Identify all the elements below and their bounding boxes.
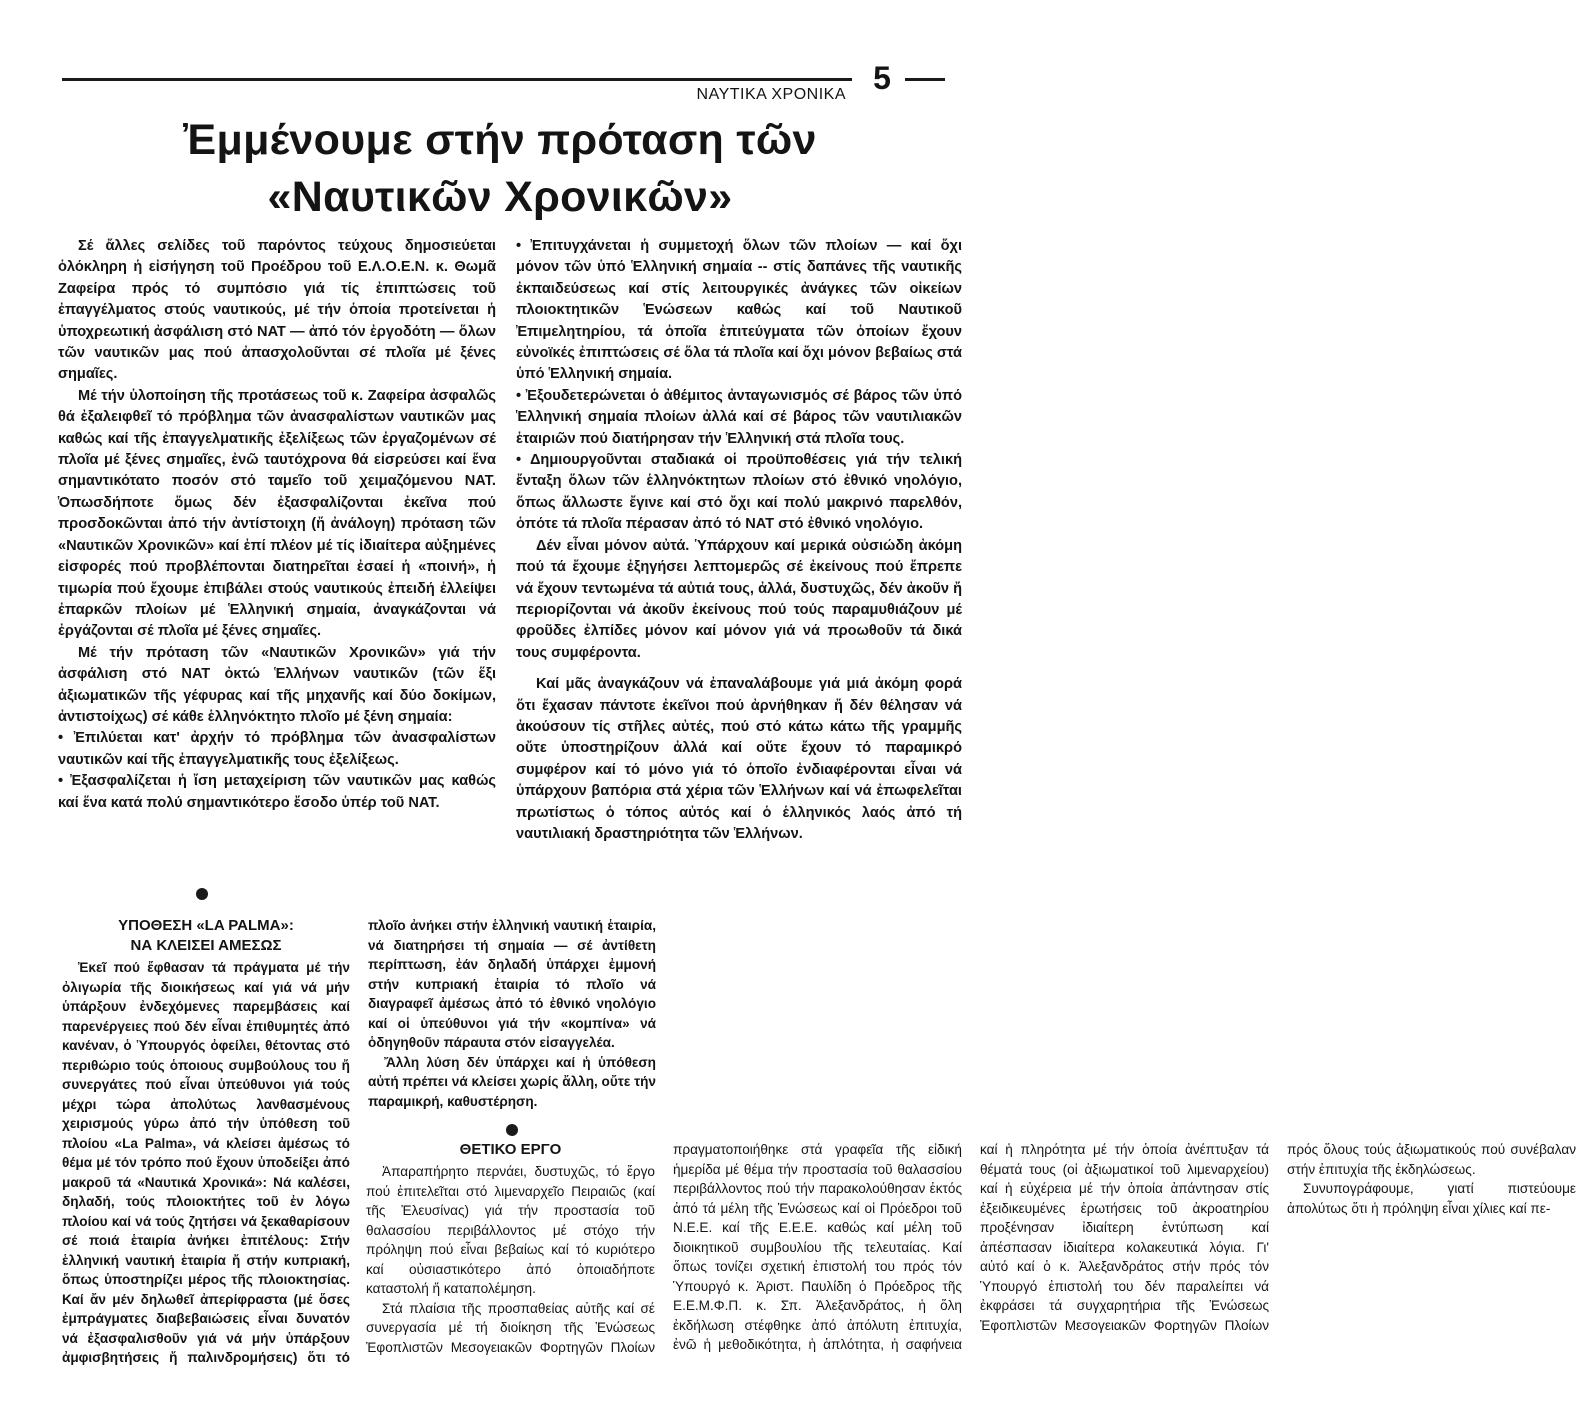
page-number: 5 [873,60,891,96]
la-palma-closing: Ἄλλη λύση δέν ὑπάρχει καί ἡ ὑπόθεση αὐτή πρέπει νά κλείσει χωρίς ἄλλη, οὔτε τήν παραμικρή, καθυστέρηση. [368,1054,656,1109]
lead-bullet: • Ἐπιτυγχάνεται ἡ συμμετοχή ὅλων τῶν πλοίων — καί ὄχι μόνον τῶν ὑπό Ἑλληνική σημαία -- στίς δαπάνες τῆς ναυτικῆς ἐκπαιδεύσεως καί στίς λειτουργικές ἀνάγκες τῶν οἰκείων πλοιοκτητικῶν Ἑνώσεων καθώς καί τοῦ Ναυτικοῦ Ἐπιμελητηρίου, τά ὁποῖα ἐπιτεύγματα τῶν ὁποίων ἔχουν εὐνοϊκές ἐπιπτώσεις σέ ὅλα τά πλοῖα καί ὄχι μόνον βεβαίως στά ὑπό Ἑλληνική σημαία. [516,238,962,383]
lead-paragraph: Μέ τήν ὑλοποίηση τῆς προτάσεως τοῦ κ. Ζαφείρα ἀσφαλῶς θά ἐξαλειφθεῖ τό πρόβλημα τῶν ἀνασφαλίστων ναυτικῶν μας καθώς καί τῆς ἐπαγγελματικῆς ἐξελίξεως τῶν ἐργαζομένων σέ πλοῖα μέ ξένες σημαῖες, ἐνῶ ταυτόχρονα θά εἰσρεύσει καί ἕνα σημαντικότατο ποσόν στό ταμεῖο τοῦ χειμαζόμενου ΝΑΤ. Ὁπωσδήποτε ὅμως δέν ἐξασφαλίζονται ἐκεῖνα πού προσδοκῶνται ἀπό τήν ἀντίστοιχη (ἤ ἀνάλογη) πρόταση τῶν «Ναυτικῶν Χρονικῶν» καί ἐπί πλέον μέ τίς ἰδιαίτερα αὐξημένες εἰσφορές πού προβλέπονται διατηρεῖται ἐσαεί ἡ «ποινή», ἡ τιμωρία πού ἔχουμε ἐπιβάλει στούς ναυτικούς ἐπειδή ἐλλείψει ἐπαρκῶν πλοίων μέ Ἑλληνική σημαία, ἀναγκάζονται νά ἐργάζονται σέ πλοῖα μέ ξένες σημαῖες. [58,387,496,640]
lead-paragraph: Καί μᾶς ἀναγκάζουν νά ἐπαναλάβουμε γιά μιά ἀκόμη φορά ὅτι ἔχασαν πάντοτε ἐκεῖνοι πού ἀρνήθηκαν ἤ δέν θέλησαν νά ἀκούσουν τίς στῆλες αὐτές, πού στό κάτω κάτω τῆς γραμμῆς οὔτε ὑποστηρίζουν ἀλλά καί οὔτε ἔχουν τό παραμικρό συμφέρον καί τό μόνο γιά τό ὁποῖο ἐνδιαφέρονται εἶναι νά ὑπάρχουν βαπόρια στά χέρια τῶν Ἑλλήνων καί νά ἐπωφελεῖται πρωτίστως ὁ τόπος αὐτός καί ὁ ἑλληνικός λαός ἀπό τή ναυτιλιακή δραστηριότητα τῶν Ἑλλήνων. [516,676,962,842]
thetiko-paragraph: Στά πλαίσια τῆς προσπαθείας αὐτῆς καί σέ συνεργασία μέ τή διοίκηση τῆς Ἑνώσεως Ἐφοπλιστῶν Μεσογειακῶν Φορτηγῶν Πλοίων πραγματοποιήθηκε στά γραφεῖα τῆς εἰδική ἡμερίδα μέ θέμα τήν προστασία τοῦ θαλασσίου περιβάλλοντος πού τήν παρακολούθησαν ἐκτός ἀπό τά μέλη τῆς Ἑνώσεως καί οἱ Πρόεδροι τοῦ Ν.Ε.Ε. καί τῆς Ε.Ε.Ε. καθώς καί μέλη τοῦ διοικητικοῦ συμβουλίου τῆς τελευταίας. Καί ὅπως τονίζει σχετική ἐπιστολή του πρός τόν Ὑπουργό κ. Ἀριστ. Παυλίδη ὁ Πρόεδρος τῆς Ε.Ε.Μ.Φ.Π. κ. Σπ. Ἀλεξανδράτος, ἡ ὅλη ἐκδήλωση στέφθηκε ἀπό ἀπόλυτη ἐπιτυχία, ἐνῶ ἡ μεθοδικότητα, ἡ ἁπλότητα, ἡ σαφήνεια καί ἡ πληρότητα μέ τήν ὁποία ἀνέπτυξαν τά θέματά τους (οἱ ἀξιωματικοί τοῦ λιμεναρχείου) καί ἡ εὐχέρεια μέ τήν ὁποία ἀπάντησαν στίς ἐξειδικευμένες ἐρωτήσεις τοῦ ἀκροατηρίου προξένησαν ἰδιαίτερη ἐντύπωση καί ἀπέσπασαν ἰδιαίτερα κολακευτικά λόγια. Γι' αὐτό καί ὁ κ. Ἀλεξανδράτος στήν πρός τόν Ὑπουργό ἐπιστολή του δέν παραλείπει νά ἐκφράσει τά συγχαρητήρια τῆς Ἑνώσεως Ἐφοπλιστῶν Μεσογειακῶν Φορτηγῶν Πλοίων πρός ὅλους τούς ἀξιωματικούς πού συνέβαλαν στήν ἐπιτυχία τῆς ἐκδηλώσεως. [366,1142,1576,1355]
thetiko-paragraph: Συνυπογράφουμε, γιατί πιστεύουμε ἀπολύτως ὅτι ἡ πρόληψη εἶναι χίλιες καί πε- [1287,1181,1576,1216]
lead-bullet: • Ἐξασφαλίζεται ἡ ἴση μεταχείριση τῶν ναυτικῶν μας καθώς καί ἕνα κατά πολύ σημαντικότερο ἔσοδο ὑπέρ τοῦ ΝΑΤ. [58,773,496,811]
headline-line-1: Ἐμμένουμε στήν πρόταση τῶν [183,116,817,164]
header-rule-left [62,78,852,81]
lead-bullet: • Ἐπιλύεται κατ' ἀρχήν τό πρόβλημα τῶν ἀνασφαλίστων ναυτικῶν καί τῆς ἐπαγγελματικῆς τους ἐξελίξεως. [58,730,496,768]
lead-paragraph: Δέν εἶναι μόνον αὐτά. Ὑπάρχουν καί μερικά οὐσιώδη ἀκόμη πού τά ἔχουμε ἐξηγήσει λεπτομερῶς σέ ἐκείνους πού ἔπρεπε νά ἔχουν τεντωμένα τά αὐτιά τους, ἀλλά, δυστυχῶς, δέν ἀκοῦν ἤ περιορίζονται νά ἀκοῦν ἐκείνους πού τούς παραμυθιάζουν μέ φροῦδες ἐλπίδες μόνον καί μόνον γιά νά προωθοῦν τά δικά τους συμφέροντα. [516,537,962,661]
headline [60,112,940,226]
thetiko-heading: ΘΕΤΙΚΟ ΕΡΓΟ [459,1141,562,1158]
la-palma-paragraph: Ἐκεῖ πού ἔφθασαν τά πράγματα μέ τήν ὀλιγωρία τῆς διοικήσεως καί γιά νά μήν ὑπάρξουν ἐνδεχόμενες παρεμβάσεις καί παρενέργειες πού δέν εἶναι ἐπιθυμητές ἀπό κανέναν, ὁ Ὑπουργός ὀφείλει, θέτοντας στό περιθώριο τούς ὁποιους συμβούλους του ἤ συνεργάτες πού εἶναι ὑπεύθυνοι γιά τούς μέχρι τώρα ἀπολύτως λανθασμένους χειρισμούς γύρω ἀπό τήν ὑπόθεση τοῦ πλοίου «La Palma», νά κλείσει ἀμέσως τό θέμα μέ τόν τρόπο πού ἔχουν ὑποδείξει ἀπό μακροῦ τά «Ναυτικά Χρονικά»: Νά καλέσει, δηλαδή, τούς πλοιοκτήτες τοῦ ἐν λόγω πλοίου καί νά τούς ζητήσει νά ξεκαθαρίσουν σέ ποιά ἑταιρία ἀνήκει ἐπιτέλους: Στήν ἑλληνική ναυτική ἑταιρία ἤ στήν κυπριακή, ὅπως ὑποστηρίζει μέρος τῆς πλοιοκτησίας. Καί ἄν μέν δηλωθεῖ ἀπερίφραστα (μέ ὅσες ἐμπράγματες διαβεβαιώσεις εἶναι δυνατόν νά ἐξασφαλισθοῦν γιά νά μήν ὑπάρξουν ἀμφισβητήσεις ἤ παλινδρομήσεις) ὅτι τό πλοῖο ἀνήκει στήν ἑλληνική ναυτική ἑταιρία, νά διατηρήσει τή σημαία — σέ ἀντίθετη περίπτωση, ἐάν δηλαδή ὑπάρχει ἐμμονή στήν κυπριακή ἑταιρία τό πλοῖο νά διαγραφεῖ ἀμέσως ἀπό τό ἐθνικό νηολόγιο καί οἱ ὑπεύθυνοι γιά τήν «κομπίνα» νά ὁδηγηθοῦν πάραυτα στόν εἰσαγγελέα. [62,918,656,1365]
lead-column-left [58,236,496,814]
la-palma-heading [62,916,350,956]
la-palma-heading-line2: ΝΑ ΚΛΕΙΣΕΙ ΑΜΕΣΩΣ [130,937,282,954]
lead-column-right [516,236,962,845]
header-rule-right [905,78,945,81]
masthead: ΝΑΥΤΙΚΑ ΧΡΟΝΙΚΑ [696,86,846,103]
lead-bullet: • Ἐξουδετερώνεται ὁ ἀθέμιτος ἀνταγωνισμός σέ βάρος τῶν ὑπό Ἑλληνική σημαία πλοίων ἀλλά καί σέ βάρος τῶν ναυτιλιακῶν ἑταιριῶν πού διατήρησαν τήν Ἑλληνική στά πλοῖα τους. [516,387,962,447]
lead-paragraph: Σέ ἄλλες σελίδες τοῦ παρόντος τεύχους δημοσιεύεται ὁλόκληρη ἡ εἰσήγηση τοῦ Προέδρου τοῦ Ε.Λ.Ο.Ε.Ν. κ. Θωμᾶ Ζαφείρα πρός τό συμπόσιο γιά τίς ἐπιπτώσεις τοῦ ἐπαγγέλματος στούς ναυτικούς, μέ τήν ὁποία προτείνεται ἡ ὑποχρεωτική ἀσφάλιση στό ΝΑΤ — ἀπό τόν ἐργοδότη — ὅλων τῶν ναυτικῶν μας πού ἀπασχολοῦνται σέ πλοῖα μέ ξένες σημαῖες. [58,238,496,383]
thetiko-paragraph: Ἀπαραπήρητο περνάει, δυστυχῶς, τό ἔργο πού ἐπιτελεῖται στό λιμεναρχεῖο Πειραιῶς (καί τῆς Ἐλευσίνας) γιά τήν προστασία τοῦ θαλασσίου περιβάλλοντος μέ στόχο τήν πρόληψη πού εἶναι βεβαίως καί τό κυριότερο καί οὐσιαστικότερο ἀπό ὁποιαδήποτε καταστολή ἤ καταπολέμηση. [366,1164,655,1296]
la-palma-heading-line1: ΥΠΟΘΕΣΗ «LA PALMA»: [118,917,294,934]
lead-bullet: • Δημιουργοῦνται σταδιακά οἱ προϋποθέσεις γιά τήν τελική ἔνταξη ὅλων τῶν ἑλληνόκτητων πλοίων στό ἐθνικό νηολόγιο, ὅπως ἄλλωστε ἔγινε καί στό ὄχι καί πολύ μακρινό παρελθόν, ὁπότε τά πλοῖα πέρασαν ἀπό τό ΝΑΤ στό ἐθνικό νηολόγιο. [516,452,962,533]
thetiko-col2 [366,1140,1576,1370]
section-dot [196,888,208,900]
headline-line-2: «Ναυτικῶν Χρονικῶν» [267,173,733,221]
lead-paragraph: Μέ τήν πρόταση τῶν «Ναυτικῶν Χρονικῶν» γιά τήν ἀσφάλιση στό ΝΑΤ ὀκτώ Ἑλλήνων ναυτικῶν (τῶν ἕξι ἀξιωματικῶν τῆς γέφυρας καί τῆς μηχανῆς καί δύο δοκίμων, ἀντιστοίχως) σέ κάθε ἑλληνόκτητο πλοῖο μέ ξένη σημαία: [58,644,496,725]
